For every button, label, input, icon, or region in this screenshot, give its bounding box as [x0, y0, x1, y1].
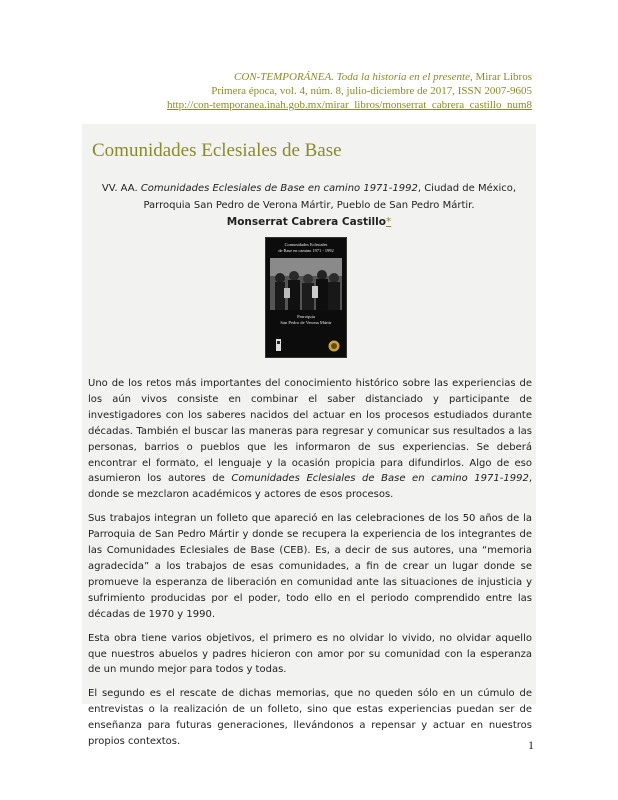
cover-title-line: Comunidades Eclesiales — [284, 242, 328, 247]
paragraph-text: Uno de los retos más importantes del conocimiento histórico sobre las experiencias de los aún vivos consiste en combinar el saber distanciado y participante de investigadores con los saberes nacidos del actuar en los procesos estudiados durante décadas. También el buscar las maneras para regresar y comunicar sus resultados a las personas, barrios o pueblos que les informaron de sus experiencias. Se deberá encontrar el formato, el lenguaje y la ocasión propicia para difundirlos. Algo de eso asumieron los autores de — [88, 378, 532, 485]
journal-header — [150, 70, 532, 112]
paragraph: Esta obra tiene varios objetivos, el primero es no olvidar lo vivido, no olvidar aquello que nuestros abuelos y padres hicieron con amor por su comunidad con la esperanza de un mundo mejor para todos y todas. — [88, 632, 532, 676]
cover-photo — [270, 258, 342, 310]
book-reference — [88, 180, 530, 214]
page-number: 1 — [528, 738, 534, 752]
article-title: Comunidades Eclesiales de Base — [92, 140, 342, 161]
cover-publisher-line: Parroquia — [297, 314, 315, 319]
cover-title-line: de Base en camino 1971 - 1992 — [278, 247, 334, 253]
article-url-link[interactable]: http://con-temporanea.inah.gob.mx/mirar_libros/monserrat_cabrera_castillo_num8 — [166, 99, 532, 111]
journal-line — [150, 70, 532, 84]
paragraph: El segundo es el rescate de dichas memorias, que no queden sólo en un cúmulo de entrevistas o la realización de un folleto, sino que estas experiencias puedan ser de enseñanza para futuras generaciones, llevándonos a repensar y actuar en nuestros propios contextos. — [88, 688, 532, 748]
paragraph — [88, 376, 532, 503]
cover-logo-icon — [274, 338, 283, 352]
cover-title — [266, 242, 346, 253]
cover-publisher — [266, 314, 346, 325]
paragraph: Sus trabajos integran un folleto que apareció en las celebraciones de los 50 años de la Parroquia de San Pedro Mártir y donde se recupera la experiencia de los integrantes de las Comunidades Eclesiales de Base (CEB). Es, a decir de sus autores, una “memoria agradecida” a los trabajos de esas comunidades, a fin de crear un lugar donde se promueve la esperanza de liberación en comunidad ante las situaciones de injusticia y sufrimiento producidas por el poder, todo ello en el periodo comprendido entre las décadas de 1970 y 1990. — [88, 513, 532, 620]
article-body — [88, 376, 532, 758]
book-cover-image — [265, 237, 347, 358]
paragraph-text: , donde se mezclaron académicos y actores de esos procesos. — [88, 473, 532, 501]
book-title-inline: Comunidades Eclesiales de Base en camino 1971-1992 — [231, 473, 529, 485]
cover-seal-icon — [328, 340, 340, 352]
author-footnote-link[interactable]: * — [385, 216, 392, 228]
cover-publisher-line: San Pedro de Verona Mártir — [280, 319, 332, 325]
author-line — [88, 216, 530, 228]
book-title: Comunidades Eclesiales de Base en camino 1971-1992 — [140, 183, 418, 194]
issue-info: Primera época, vol. 4, núm. 8, julio-diciembre de 2017, ISSN 2007-9605 — [211, 85, 532, 97]
section-name: Mirar Libros — [472, 71, 532, 83]
reference-details: , Ciudad de México, Parroquia San Pedro de Verona Mártir, Pueblo de San Pedro Mártir. — [143, 183, 517, 211]
reference-prefix: VV. AA. — [101, 183, 141, 194]
author-name: Monserrat Cabrera Castillo — [226, 216, 386, 228]
journal-name: CON-TEMPORÁNEA. Toda la historia en el presente, — [234, 71, 473, 83]
